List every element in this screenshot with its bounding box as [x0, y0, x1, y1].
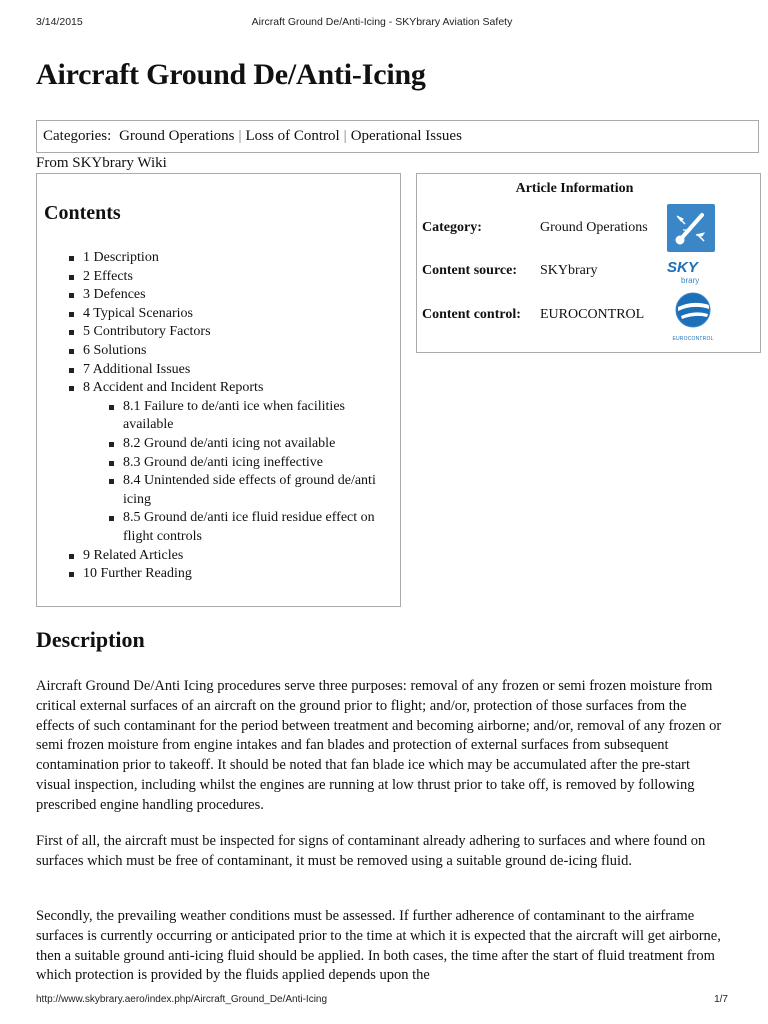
- toc-link-description[interactable]: 1 Description: [83, 250, 159, 265]
- toc-item[interactable]: [83, 305, 397, 324]
- toc-item[interactable]: [83, 249, 397, 268]
- category-link-operational-issues[interactable]: Operational Issues: [350, 128, 462, 144]
- print-url: http://www.skybrary.aero/index.php/Aircraft_Ground_De/Anti-Icing: [36, 994, 328, 1005]
- toc-subitem[interactable]: [123, 398, 398, 435]
- infobox-key: Content source:: [422, 263, 518, 278]
- toc-link-accident-reports[interactable]: 8 Accident and Incident Reports: [83, 380, 264, 396]
- paragraph: Secondly, the prevailing weather conditions must be assessed. If further adherence of contaminant to the airframe surfaces is currently occurring or anticipated prior to the time at which it is expected that the aircraft will get airborne, then a suitable ground anti-icing fluid should be applied. In both cases, the time after the start of fluid treatment from which protection is provided by the fluids applied depends upon the: [36, 908, 721, 984]
- toc-link-8-5[interactable]: 8.5 Ground de/anti ice fluid residue effect on flight controls: [123, 510, 375, 544]
- toc-link-effects[interactable]: 2 Effects: [83, 268, 133, 284]
- eurocontrol-caption: EUROCONTROL: [672, 336, 714, 342]
- infobox-title: Article Information: [515, 181, 634, 196]
- toc-link-related-articles[interactable]: 9 Related Articles: [83, 547, 184, 563]
- toc-sublist: [83, 398, 398, 547]
- toc-item[interactable]: [83, 286, 397, 305]
- toc-item[interactable]: [83, 361, 397, 380]
- categories-label: Categories:: [43, 128, 112, 144]
- toc-subitem[interactable]: [123, 435, 398, 454]
- infobox-value[interactable]: SKYbrary: [540, 263, 598, 278]
- toc-item[interactable]: [83, 268, 397, 287]
- category-separator: |: [238, 128, 242, 144]
- toc-item[interactable]: [83, 379, 397, 546]
- skybrary-logo[interactable]: [667, 260, 719, 284]
- infobox-key: Content control:: [422, 307, 521, 322]
- toc-item[interactable]: [83, 565, 397, 584]
- toc-link-8-3[interactable]: 8.3 Ground de/anti icing ineffective: [123, 454, 323, 470]
- infobox-value[interactable]: Ground Operations: [540, 220, 648, 235]
- paragraph: Aircraft Ground De/Anti Icing procedures serve three purposes: removal of any frozen or semi frozen moisture from critical external surfaces of an aircraft on the ground prior to flight; and/or, protection of those surfaces from the effects of such contaminant for the period between treatment and becoming airborne; and/or, removal of any frozen or semi frozen moisture from engine intakes and fan blades and protection of external surfaces from subsequent contamination prior to takeoff. It should be noted that fan blade ice which may be accumulated after the pre-start visual inspection, including whilst the engines are running at low thrust prior to take off, is removed by following prescribed engine handling procedures.: [36, 678, 722, 813]
- toc-subitem[interactable]: [123, 509, 398, 546]
- toc-link-contributory-factors[interactable]: 5 Contributory Factors: [83, 324, 211, 340]
- toc-list: [37, 249, 397, 584]
- toc-link-additional-issues[interactable]: 7 Additional Issues: [83, 361, 191, 377]
- toc-link-8-4[interactable]: 8.4 Unintended side effects of ground de/anti icing: [123, 473, 376, 507]
- print-date: 3/14/2015: [36, 16, 83, 28]
- toc-item[interactable]: [83, 323, 397, 342]
- section-heading-description: Description: [36, 627, 145, 652]
- toc-link-defences[interactable]: 3 Defences: [83, 287, 146, 303]
- toc-item[interactable]: [83, 342, 397, 361]
- eurocontrol-logo[interactable]: [667, 290, 719, 342]
- page-title: Aircraft Ground De/Anti-Icing: [36, 58, 426, 91]
- print-footer: [36, 994, 728, 1008]
- toc-link-8-1[interactable]: 8.1 Failure to de/anti ice when facilities available: [123, 398, 345, 433]
- toc-link-8-2[interactable]: 8.2 Ground de/anti icing not available: [123, 435, 336, 451]
- toc-subitem[interactable]: [123, 472, 398, 509]
- article-information-box: [416, 173, 761, 353]
- print-page-title: Aircraft Ground De/Anti-Icing - SKYbrary Aviation Safety: [251, 16, 513, 28]
- toc-item[interactable]: [83, 547, 397, 566]
- skybrary-logo-main: SKY: [667, 259, 698, 276]
- page-number: 1/7: [714, 994, 728, 1005]
- toc-subitem[interactable]: [123, 454, 398, 473]
- category-bar: [36, 120, 759, 153]
- table-of-contents: [36, 173, 401, 607]
- skybrary-logo-sub: brary: [681, 276, 700, 285]
- site-subtitle: From SKYbrary Wiki: [36, 155, 167, 171]
- category-link-ground-operations[interactable]: Ground Operations: [119, 128, 235, 144]
- toc-link-further-reading[interactable]: 10 Further Reading: [83, 566, 192, 582]
- infobox-key: Category:: [422, 220, 482, 235]
- toc-link-typical-scenarios[interactable]: 4 Typical Scenarios: [83, 305, 193, 321]
- ground-operations-icon[interactable]: [667, 204, 715, 252]
- toc-link-solutions[interactable]: 6 Solutions: [83, 342, 147, 358]
- category-separator: |: [343, 128, 347, 144]
- infobox-value[interactable]: EUROCONTROL: [540, 307, 645, 322]
- toc-heading: Contents: [44, 202, 121, 224]
- paragraph: First of all, the aircraft must be inspected for signs of contaminant already adhering to surfaces and where found on surfaces which must be free of contaminant, it must be removed using a suitable ground de-icing fluid.: [36, 833, 706, 869]
- print-header: [36, 16, 728, 30]
- category-link-loss-of-control[interactable]: Loss of Control: [245, 128, 340, 144]
